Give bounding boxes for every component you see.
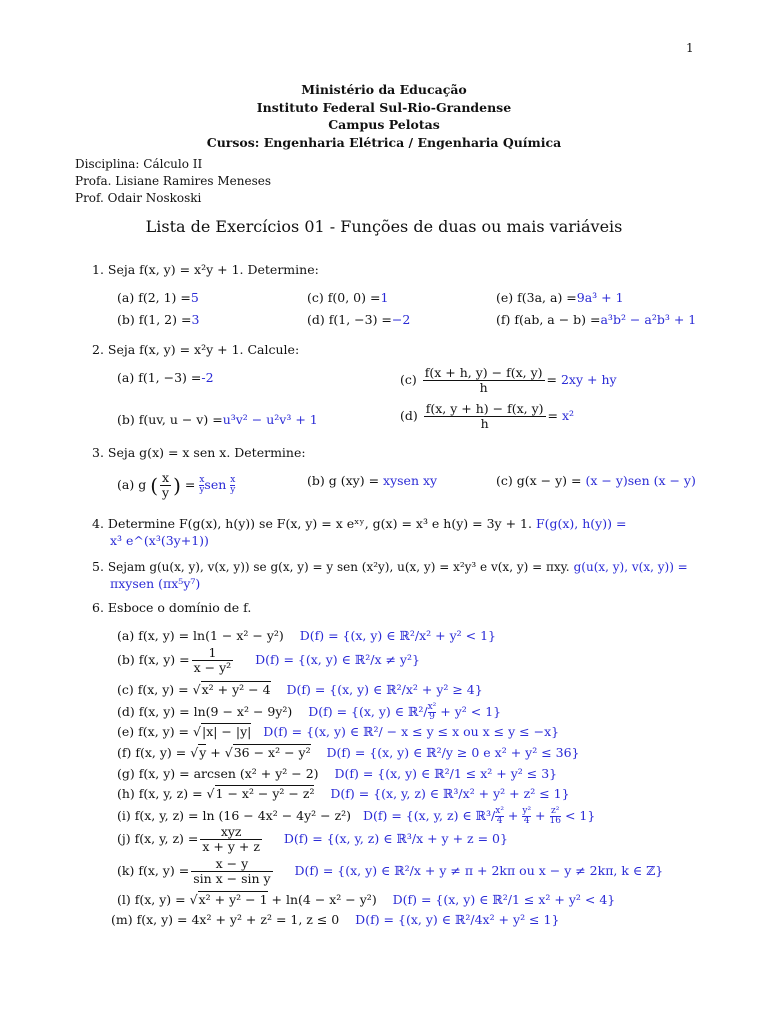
professor-1: Profa. Lisiane Ramires Meneses [75,174,271,188]
exercise-number: 1. [92,262,104,277]
ex1-item-e: (e) f(3a, a) =9a³ + 1 [496,290,624,305]
ex6-item-l: (l) f(x, y) = √x² + y² − 1 + ln(4 − x² − y²) D(f) = {(x, y) ∈ ℝ²/1 ≤ x² + y² < 4} [117,892,616,907]
header-campus: Campus Pelotas [328,117,440,132]
ex1-item-f: (f) f(ab, a − b) =a³b² − a²b³ + 1 [496,312,697,327]
ex3-item-a: (a) g ( $\frac{x}{y}$ ) = $\frac{x}{y}$ sen $\frac{x}{y}$ [117,470,236,500]
exercise-number: 3. [92,445,104,460]
header-courses: Cursos: Engenharia Elétrica / Engenharia Química [206,134,562,150]
exercise-5-answer: πxysen (πx⁵y⁷) [110,576,201,591]
exercise-number: 2. [92,342,104,357]
exercise-2 [92,342,299,357]
ex6-item-d: (d) f(x, y) = ln(9 − x² − 9y²) D(f) = {(x, y) ∈ ℝ²/ $\frac{\text{x²}}{9}$ + y² < 1} [117,702,502,722]
ex2-item-a: (a) f(1, −3) =-2 [117,370,214,385]
exercise-5: 5. Sejam g(u(x, y), v(x, y)) se g(x, y) = y sen (x²y), u(x, y) = x²y³ e v(x, y) = πxy. g(u(x, y), v(x, y)) = [92,559,688,574]
ex3-item-c: (c) g(x − y) = (x − y)sen (x − y) [496,473,696,488]
ex6-item-g: (g) f(x, y) = arcsen (x² + y² − 2) D(f) = {(x, y) ∈ ℝ²/1 ≤ x² + y² ≤ 3} [117,766,558,781]
professor-2: Prof. Odair Noskoski [75,191,202,205]
ex6-item-k: (k) f(x, y) = $\frac{x - y}{\text{sin x − sin y}}$ D(f) = {(x, y) ∈ ℝ²/x + y ≠ π + 2kπ ou x − y ≠ 2kπ, k ∈ ℤ} [117,856,664,886]
course-staff [75,156,271,207]
header-institute: Instituto Federal Sul-Rio-Grandense [256,99,512,115]
ex6-item-c: (c) f(x, y) = √x² + y² − 4 D(f) = {(x, y) ∈ ℝ²/x² + y² ≥ 4} [117,682,483,697]
ex6-item-j: (j) f(x, y, z) = $\frac{\text{xyz}}{x + y + z}$ D(f) = {(x, y, z) ∈ ℝ³/x + y + z = 0} [117,824,508,854]
ex6-item-f: (f) f(x, y) = √y + √36 − x² − y² D(f) = {(x, y) ∈ ℝ²/y ≥ 0 e x² + y² ≤ 36} [117,745,580,760]
ex2-item-c: (c) $\frac{f(x + h, y) - f(x, y)}{h}$ = 2xy + hy [400,365,617,395]
exercise-4-answer: x³ e^(x³(3y+1)) [110,533,209,548]
list-title: Lista de Exercícios 01 - Funções de duas ou mais variáveis [145,217,623,236]
ex6-item-m: (m) f(x, y) = 4x² + y² + z² = 1, z ≤ 0 D(f) = {(x, y) ∈ ℝ²/4x² + y² ≤ 1} [111,912,560,927]
exercise-1 [92,262,319,277]
ex2-item-d: (d) $\frac{f(x, y + h) - f(x, y)}{h}$ = x² [400,401,575,431]
discipline: Disciplina: Cálculo II [75,157,203,171]
ex1-item-d: (d) f(1, −3) =−2 [307,312,411,327]
ex6-item-e: (e) f(x, y) = √|x| − |y| D(f) = {(x, y) ∈ ℝ²/ − x ≤ y ≤ x ou x ≤ y ≤ −x} [117,724,560,739]
ex2-item-b: (b) f(uv, u − v) =u³v² − u²v³ + 1 [117,412,318,427]
ex6-item-b: (b) f(x, y) = $\frac{1}{\text{x − y²}}$ D(f) = {(x, y) ∈ ℝ²/x ≠ y²} [117,645,420,675]
ex3-item-b: (b) g (xy) = xysen xy [307,473,438,488]
ex1-item-b: (b) f(1, 2) =3 [117,312,200,327]
ex1-item-c: (c) f(0, 0) =1 [307,290,389,305]
exercise-prompt: Seja g(x) = x sen x. Determine: [107,445,306,460]
page-number: 1 [686,41,694,55]
ex6-item-h: (h) f(x, y, z) = √1 − x² − y² − z² D(f) = {(x, y, z) ∈ ℝ³/x² + y² + z² ≤ 1} [117,786,570,801]
exercise-4: 4. Determine F(g(x), h(y)) se F(x, y) = x eˣʸ, g(x) = x³ e h(y) = 3y + 1. F(g(x), h(y)) = [92,516,627,531]
ex6-item-i: (i) f(x, y, z) = ln (16 − 4x² − 4y² − z²) D(f) = {(x, y, z) ∈ ℝ³/ $\frac{\text{x²}}{4}$ + $\frac{\text{y²}}{4}$ + $\frac{\text{z²}}{16}$ < 1} [117,806,596,826]
ex1-item-a: (a) f(2, 1) =5 [117,290,199,305]
ex6-item-a: (a) f(x, y) = ln(1 − x² − y²) D(f) = {(x, y) ∈ ℝ²/x² + y² < 1} [117,628,496,643]
institution-header [0,81,768,151]
header-ministry: Ministério da Educação [301,82,467,97]
exercise-prompt: Seja f(x, y) = x²y + 1. Calcule: [107,342,300,357]
exercise-prompt: Seja f(x, y) = x²y + 1. Determine: [107,262,319,277]
exercise-3 [92,445,306,460]
exercise-6: 6. Esboce o domínio de f. [92,600,252,615]
